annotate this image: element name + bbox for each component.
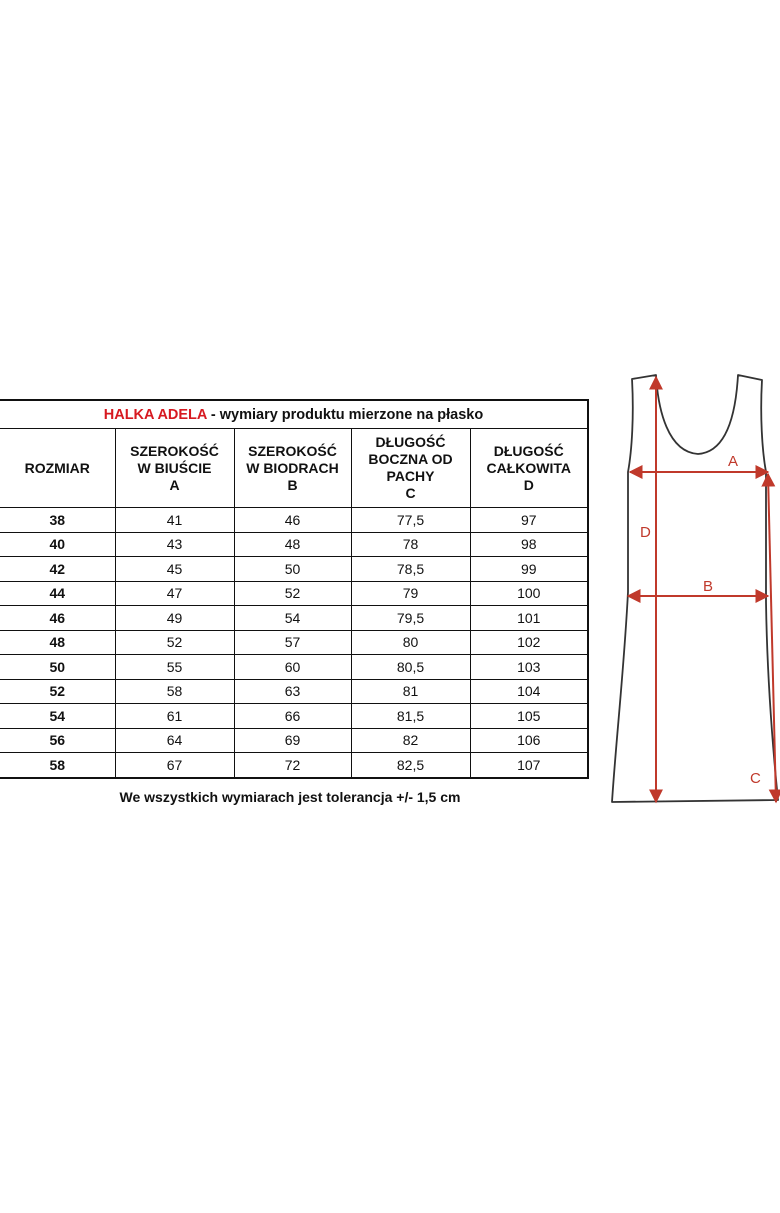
- value-cell: 60: [234, 655, 351, 680]
- column-header: [0, 429, 115, 508]
- size-table: [0, 399, 589, 779]
- value-cell: 105: [470, 704, 588, 729]
- value-cell: 98: [470, 532, 588, 557]
- value-cell: 107: [470, 753, 588, 778]
- value-cell: 104: [470, 679, 588, 704]
- measure-d: [640, 377, 656, 802]
- value-cell: 66: [234, 704, 351, 729]
- value-cell: 47: [115, 581, 234, 606]
- garment-diagram: [600, 370, 780, 810]
- table-row: [0, 581, 588, 606]
- value-cell: 106: [470, 728, 588, 753]
- size-cell: 46: [0, 606, 115, 631]
- value-cell: 102: [470, 630, 588, 655]
- label-d: D: [640, 524, 651, 541]
- value-cell: 45: [115, 557, 234, 582]
- table-row: [0, 753, 588, 778]
- value-cell: 52: [234, 581, 351, 606]
- value-cell: 103: [470, 655, 588, 680]
- value-cell: 50: [234, 557, 351, 582]
- value-cell: 79,5: [351, 606, 470, 631]
- column-header-line: DŁUGOŚĆ: [493, 442, 564, 459]
- size-cell: 48: [0, 630, 115, 655]
- value-cell: 43: [115, 532, 234, 557]
- value-cell: 81,5: [351, 704, 470, 729]
- value-cell: 78,5: [351, 557, 470, 582]
- value-cell: 99: [470, 557, 588, 582]
- measure-a: [630, 453, 768, 472]
- table-title-brand: HALKA ADELA: [103, 406, 207, 423]
- value-cell: 69: [234, 728, 351, 753]
- value-cell: 97: [470, 508, 588, 533]
- column-header-line: W BIUŚCIE: [137, 459, 212, 476]
- column-header-line: ROZMIAR: [24, 459, 90, 476]
- measure-b: [628, 578, 768, 596]
- value-cell: 55: [115, 655, 234, 680]
- value-cell: 100: [470, 581, 588, 606]
- column-header-line: D: [523, 476, 534, 493]
- column-header: [470, 429, 588, 508]
- value-cell: 52: [115, 630, 234, 655]
- value-cell: 72: [234, 753, 351, 778]
- value-cell: 41: [115, 508, 234, 533]
- table-row: [0, 630, 588, 655]
- column-header: [351, 429, 470, 508]
- slip-dress-outline: [612, 375, 778, 802]
- column-header: [234, 429, 351, 508]
- column-header-line: PACHY: [386, 468, 435, 484]
- table-row: [0, 557, 588, 582]
- table-title: [0, 400, 588, 429]
- table-row: [0, 728, 588, 753]
- column-header-line: C: [405, 485, 416, 501]
- table-row: [0, 679, 588, 704]
- value-cell: 79: [351, 581, 470, 606]
- size-cell: 40: [0, 532, 115, 557]
- value-cell: 58: [115, 679, 234, 704]
- column-header-line: BOCZNA OD: [368, 451, 453, 467]
- value-cell: 48: [234, 532, 351, 557]
- size-cell: 38: [0, 508, 115, 533]
- table-row: [0, 508, 588, 533]
- table-row: [0, 532, 588, 557]
- value-cell: 78: [351, 532, 470, 557]
- column-header-line: DŁUGOŚĆ: [375, 434, 446, 450]
- table-body: [0, 508, 588, 778]
- size-cell: 52: [0, 679, 115, 704]
- value-cell: 80: [351, 630, 470, 655]
- size-cell: 58: [0, 753, 115, 778]
- column-header-line: SZEROKOŚĆ: [248, 442, 337, 459]
- column-header-line: CAŁKOWITA: [486, 459, 571, 476]
- value-cell: 67: [115, 753, 234, 778]
- size-cell: 56: [0, 728, 115, 753]
- column-header: [115, 429, 234, 508]
- value-cell: 82: [351, 728, 470, 753]
- value-cell: 57: [234, 630, 351, 655]
- column-header-line: A: [169, 476, 180, 493]
- column-header-line: SZEROKOŚĆ: [130, 442, 219, 459]
- table-row: [0, 606, 588, 631]
- tolerance-note: We wszystkich wymiarach jest tolerancja +/- 1,5 cm: [119, 789, 461, 805]
- value-cell: 54: [234, 606, 351, 631]
- size-cell: 44: [0, 581, 115, 606]
- table-row: [0, 704, 588, 729]
- value-cell: 64: [115, 728, 234, 753]
- label-c: C: [750, 770, 761, 787]
- value-cell: 82,5: [351, 753, 470, 778]
- label-a: A: [728, 453, 739, 470]
- measure-c: [750, 474, 776, 802]
- column-header-line: B: [287, 476, 298, 493]
- value-cell: 61: [115, 704, 234, 729]
- size-cell: 54: [0, 704, 115, 729]
- value-cell: 77,5: [351, 508, 470, 533]
- value-cell: 101: [470, 606, 588, 631]
- size-cell: 50: [0, 655, 115, 680]
- column-header-line: W BIODRACH: [246, 459, 339, 476]
- value-cell: 80,5: [351, 655, 470, 680]
- value-cell: 46: [234, 508, 351, 533]
- header-row: [0, 429, 588, 508]
- size-cell: 42: [0, 557, 115, 582]
- value-cell: 49: [115, 606, 234, 631]
- table-row: [0, 655, 588, 680]
- table-title-rest: - wymiary produktu mierzone na płasko: [206, 406, 484, 423]
- value-cell: 81: [351, 679, 470, 704]
- label-b: B: [703, 578, 714, 595]
- value-cell: 63: [234, 679, 351, 704]
